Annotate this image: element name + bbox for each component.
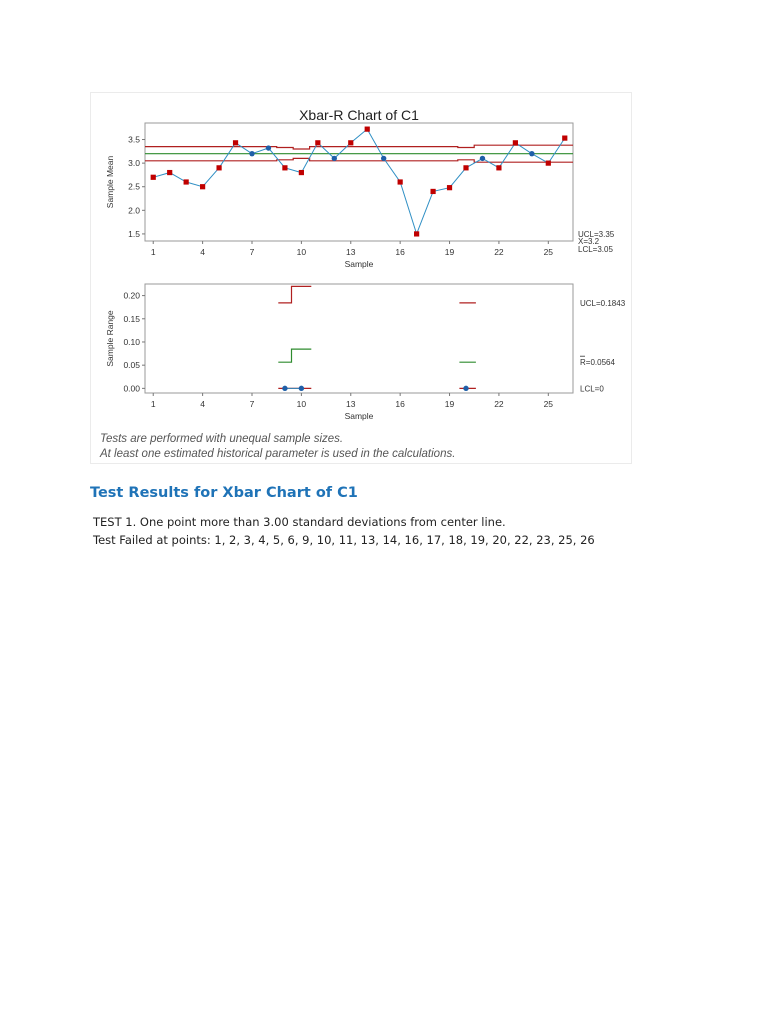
xbar-x-tick-label: 19 [444, 247, 455, 257]
xbar-point-failed [496, 165, 501, 170]
xbar-limit-label-0: UCL=3.35 [578, 230, 615, 239]
xbar-point-failed [151, 175, 156, 180]
range-limit-label-1: R=0.0564 [580, 358, 615, 368]
range-x-tick-label: 1 [150, 399, 156, 409]
range-plot-frame [145, 284, 573, 393]
xbar-y-tick-label: 3.0 [128, 158, 140, 169]
xbar-point-failed [184, 179, 189, 184]
range-point [299, 386, 304, 391]
xbar-x-tick-label: 1 [150, 247, 156, 257]
range-y-tick-label: 0.05 [123, 360, 140, 371]
xbar-point [332, 156, 337, 161]
xbar-point-failed [430, 189, 435, 194]
xbar-x-tick-label: 10 [296, 247, 307, 257]
xbar-point-failed [513, 140, 518, 145]
xbar-point-failed [414, 231, 419, 236]
range-y-tick-label: 0.00 [123, 383, 140, 394]
range-y-tick-label: 0.20 [123, 290, 140, 301]
xbar-x-tick-label: 7 [249, 247, 255, 257]
test-results-text [93, 513, 595, 549]
note-historical-parameter: At least one estimated historical parameter is used in the calculations. [100, 448, 456, 460]
xbar-point-failed [216, 165, 221, 170]
xbar-point-failed [348, 140, 353, 145]
range-y-axis-label: Sample Range [105, 310, 115, 367]
range-x-tick-label: 13 [346, 399, 356, 409]
range-center-segment [278, 349, 311, 362]
xbar-y-tick-label: 2.0 [128, 205, 140, 216]
xbar-point-failed [282, 165, 287, 170]
xbar-point-failed [233, 140, 238, 145]
range-point [282, 386, 287, 391]
range-ucl-segment [278, 286, 311, 303]
range-x-tick-label: 4 [200, 399, 205, 409]
range-y-tick-label: 0.10 [123, 336, 140, 347]
xbar-point-failed [562, 136, 567, 141]
xbar-point-failed [167, 170, 172, 175]
xbar-point-failed [447, 185, 452, 190]
xbar-x-axis-label: Sample [344, 259, 374, 269]
xbar-y-tick-label: 1.5 [128, 228, 140, 239]
xbar-point-failed [365, 127, 370, 132]
xbar-x-tick-label: 22 [494, 247, 504, 257]
xbar-y-tick-label: 3.5 [128, 134, 140, 145]
xbar-limit-label-1: X=3.2 [578, 237, 600, 246]
xbar-point-failed [200, 184, 205, 189]
test-results-heading: Test Results for Xbar Chart of C1 [90, 485, 358, 501]
xbar-point-failed [299, 170, 304, 175]
xbar-x-tick-label: 16 [395, 247, 405, 257]
xbar-point-failed [463, 165, 468, 170]
xbar-point [249, 151, 254, 156]
range-limit-label-0: UCL=0.1843 [580, 298, 626, 308]
test-description: TEST 1. One point more than 3.00 standard deviations from center line. [93, 515, 506, 529]
xbar-r-chart-figure [90, 92, 632, 464]
failed-points-list: Test Failed at points: 1, 2, 3, 4, 5, 6, 9, 10, 11, 13, 14, 16, 17, 18, 19, 20, 22, 23, 25, 26 [93, 533, 595, 547]
range-x-tick-label: 16 [395, 399, 405, 409]
xbar-plot-frame [145, 123, 573, 241]
xbar-point-failed [315, 140, 320, 145]
range-x-axis-label: Sample [344, 411, 374, 421]
chart-title: Xbar-R Chart of C1 [299, 107, 419, 123]
xbar-x-tick-label: 13 [346, 247, 356, 257]
xbar-point [480, 156, 485, 161]
xbar-limit-line-0 [145, 145, 573, 149]
xbar-y-tick-label: 2.5 [128, 181, 140, 192]
xbar-point [381, 156, 386, 161]
xbar-x-tick-label: 25 [543, 247, 554, 257]
xbar-x-tick-label: 4 [200, 247, 205, 257]
range-x-tick-label: 10 [296, 399, 307, 409]
range-x-tick-label: 19 [444, 399, 455, 409]
range-point [463, 386, 468, 391]
range-x-tick-label: 7 [249, 399, 255, 409]
xbar-limit-label-2: LCL=3.05 [578, 245, 613, 254]
note-unequal-sample-sizes: Tests are performed with unequal sample sizes. [100, 433, 344, 445]
xbar-limit-line-2 [145, 158, 573, 162]
xbar-y-axis-label: Sample Mean [105, 155, 115, 209]
figure-notes [100, 432, 455, 462]
range-limit-label-2: LCL=0 [580, 384, 604, 394]
xbar-point-failed [546, 161, 551, 166]
range-x-tick-label: 25 [543, 399, 554, 409]
range-x-tick-label: 22 [494, 399, 504, 409]
xbar-point-failed [398, 179, 403, 184]
xbar-point [529, 151, 534, 156]
xbar-point [266, 145, 271, 150]
chart-canvas [91, 93, 633, 465]
range-y-tick-label: 0.15 [123, 313, 140, 324]
